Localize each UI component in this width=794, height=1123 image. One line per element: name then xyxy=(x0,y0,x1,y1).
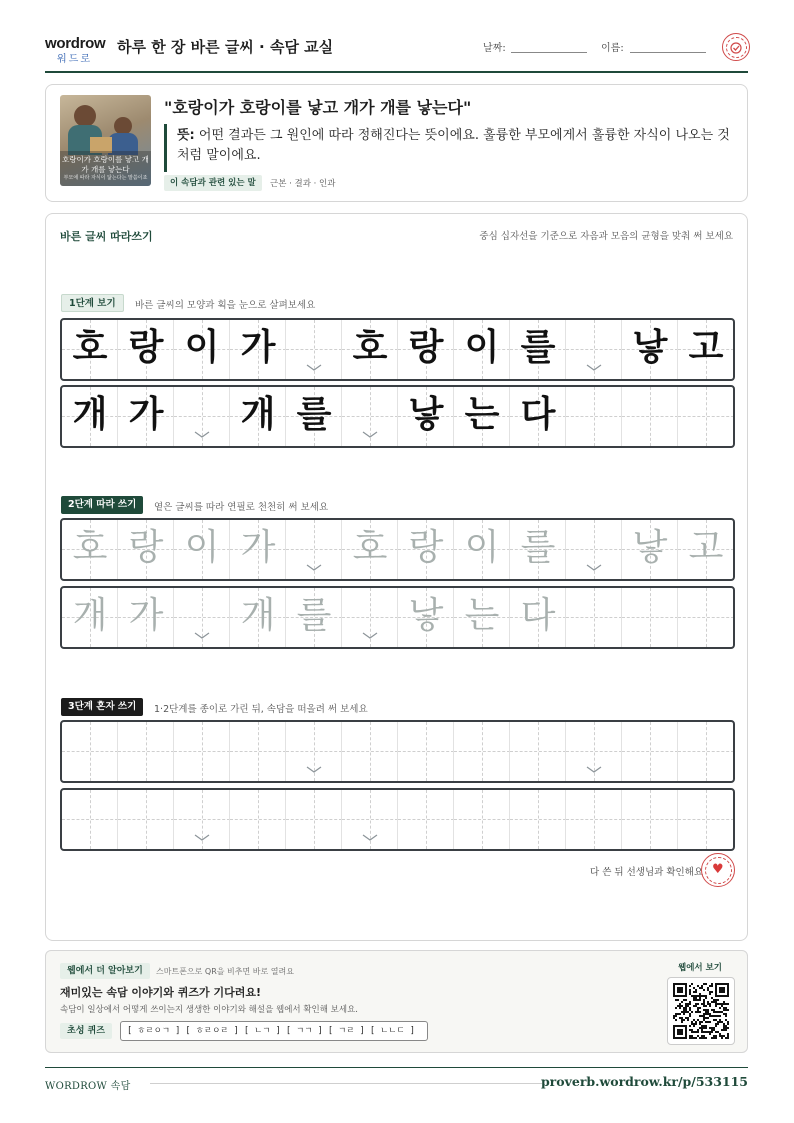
web-qr-hint: 스마트폰으로 QR을 비추면 바로 열려요 xyxy=(156,967,294,976)
grid-cell xyxy=(118,320,174,379)
grid-cell[interactable] xyxy=(230,588,286,647)
grid-character: 랑 xyxy=(128,327,164,368)
footer-rule xyxy=(150,1083,542,1084)
grid-character: 이 xyxy=(184,527,220,568)
grid-cell[interactable] xyxy=(62,722,118,781)
grid-cell[interactable] xyxy=(62,790,118,849)
grid-character: 가 xyxy=(240,527,276,568)
grid-character: 랑 xyxy=(128,527,164,568)
grid-character: 낳 xyxy=(632,527,668,568)
proverb-card xyxy=(45,84,748,202)
grid-cell[interactable] xyxy=(342,520,398,579)
grid-cell[interactable] xyxy=(286,520,342,579)
date-label: 날짜: xyxy=(483,43,506,54)
grid-cell[interactable] xyxy=(174,790,230,849)
grid-character: 는 xyxy=(464,394,500,435)
grid-cell[interactable] xyxy=(510,790,566,849)
practice-title: 바른 글씨 따라쓰기 xyxy=(60,230,153,243)
grid-character: 개 xyxy=(72,394,108,435)
grid-cell xyxy=(622,320,678,379)
grid-cell[interactable] xyxy=(230,722,286,781)
grid-cell[interactable] xyxy=(678,722,734,781)
grid-cell[interactable] xyxy=(622,790,678,849)
space-mark-icon xyxy=(362,834,378,842)
grid-cell xyxy=(566,387,622,446)
related-words: 근본 · 결과 · 인과 xyxy=(270,179,336,189)
grid-cell xyxy=(174,387,230,446)
grid-cell[interactable] xyxy=(62,588,118,647)
grid-cell xyxy=(174,320,230,379)
grid-cell xyxy=(342,387,398,446)
grid-cell[interactable] xyxy=(286,722,342,781)
grid-cell[interactable] xyxy=(510,520,566,579)
grid-cell xyxy=(62,320,118,379)
date-field[interactable] xyxy=(511,52,587,53)
grid-cell xyxy=(230,320,286,379)
grid-cell[interactable] xyxy=(118,790,174,849)
qr-label: 웹에서 보기 xyxy=(678,963,723,973)
grid-cell[interactable] xyxy=(454,722,510,781)
step1-row-1 xyxy=(60,318,735,381)
grid-character: 를 xyxy=(296,595,332,636)
grid-cell[interactable] xyxy=(118,520,174,579)
footer-brand: WORDROW 속담 xyxy=(45,1081,131,1092)
space-mark-icon xyxy=(194,834,210,842)
space-mark-icon xyxy=(362,632,378,640)
space-mark-icon xyxy=(306,564,322,572)
grid-character: 고 xyxy=(688,527,724,568)
heart-stamp-icon: ♥ xyxy=(701,853,735,887)
grid-cell xyxy=(622,387,678,446)
logo-wordmark: wordrow xyxy=(45,35,106,52)
logo-korean: 워드로 xyxy=(57,54,92,65)
grid-character: 호 xyxy=(352,527,388,568)
grid-cell[interactable] xyxy=(286,588,342,647)
grid-cell[interactable] xyxy=(678,790,734,849)
grid-character: 낳 xyxy=(408,394,444,435)
related-label: 이 속담과 관련 있는 말 xyxy=(164,175,262,191)
grid-cell[interactable] xyxy=(566,790,622,849)
initial-quiz-box: [ ㅎㄹㅇㄱ ] [ ㅎㄹㅇㄹ ] [ ㄴㄱ ] [ ㄱㄱ ] [ ㄱㄹ ] [ ㄴㄴㄷ ] xyxy=(120,1021,428,1041)
grid-cell xyxy=(678,320,734,379)
grid-cell[interactable] xyxy=(510,588,566,647)
grid-cell xyxy=(678,387,734,446)
grid-cell[interactable] xyxy=(566,588,622,647)
grid-character: 가 xyxy=(240,327,276,368)
worksheet-header xyxy=(45,30,748,73)
grid-character: 이 xyxy=(464,527,500,568)
grid-cell[interactable] xyxy=(678,520,734,579)
step2-label: 2단계 따라 쓰기 xyxy=(61,496,143,514)
grid-character: 호 xyxy=(352,327,388,368)
grid-cell xyxy=(454,387,510,446)
teacher-check-note: 다 쓴 뒤 선생님과 확인해요 xyxy=(590,867,704,878)
grid-character: 낳 xyxy=(408,595,444,636)
step3-label: 3단계 혼자 쓰기 xyxy=(61,698,143,716)
step2-row-1[interactable] xyxy=(60,518,735,581)
step1-label: 1단계 보기 xyxy=(61,294,124,312)
grid-cell[interactable] xyxy=(174,588,230,647)
grid-character: 를 xyxy=(296,394,332,435)
grid-cell[interactable] xyxy=(566,520,622,579)
name-label: 이름: xyxy=(601,43,624,54)
web-more-card xyxy=(45,950,748,1053)
grid-character: 이 xyxy=(464,327,500,368)
grid-character: 호 xyxy=(72,527,108,568)
grid-character: 다 xyxy=(520,595,556,636)
grid-cell[interactable] xyxy=(342,588,398,647)
grid-cell[interactable] xyxy=(230,790,286,849)
grid-character: 가 xyxy=(128,595,164,636)
grid-character: 낳 xyxy=(632,327,668,368)
grid-cell[interactable] xyxy=(454,588,510,647)
grid-cell xyxy=(510,387,566,446)
grid-cell xyxy=(286,320,342,379)
footer-url[interactable]: proverb.wordrow.kr/p/533115 xyxy=(540,1074,748,1089)
grid-character: 호 xyxy=(72,327,108,368)
grid-character: 랑 xyxy=(408,527,444,568)
grid-cell[interactable] xyxy=(118,722,174,781)
grid-cell[interactable] xyxy=(286,790,342,849)
grid-cell xyxy=(398,387,454,446)
grid-character: 랑 xyxy=(408,327,444,368)
space-mark-icon xyxy=(586,364,602,372)
check-stamp-icon xyxy=(722,33,750,61)
grid-cell[interactable] xyxy=(342,722,398,781)
worksheet-title: 하루 한 장 바른 글씨 · 속담 교실 xyxy=(117,38,334,56)
name-field[interactable] xyxy=(630,52,706,53)
space-mark-icon xyxy=(586,564,602,572)
web-more-label: 웹에서 더 알아보기 xyxy=(60,963,150,979)
illustration-caption: 호랑이가 호랑이를 낳고 개가 개를 낳는다 부모에 따라 자식이 닮는다는 말씀이죠 xyxy=(60,151,151,186)
step2-row-2[interactable] xyxy=(60,586,735,649)
step3-row-1[interactable] xyxy=(60,720,735,783)
grid-character: 개 xyxy=(240,595,276,636)
practice-hint: 중심 십자선을 기준으로 자음과 모음의 균형을 맞춰 써 보세요 xyxy=(479,231,733,242)
web-description: 속담이 일상에서 어떻게 쓰이는지 생생한 이야기와 해설을 웹에서 확인해 보세요. xyxy=(60,1005,358,1015)
grid-cell[interactable] xyxy=(678,588,734,647)
grid-cell[interactable] xyxy=(398,722,454,781)
grid-character: 가 xyxy=(128,394,164,435)
web-headline: 재미있는 속담 이야기와 퀴즈가 기다려요! xyxy=(60,986,261,999)
grid-character: 를 xyxy=(520,527,556,568)
grid-cell xyxy=(454,320,510,379)
grid-cell xyxy=(230,387,286,446)
grid-cell[interactable] xyxy=(510,722,566,781)
grid-cell[interactable] xyxy=(62,520,118,579)
space-mark-icon xyxy=(306,364,322,372)
space-mark-icon xyxy=(194,431,210,439)
grid-cell xyxy=(398,320,454,379)
grid-cell xyxy=(566,320,622,379)
space-mark-icon xyxy=(586,766,602,774)
qr-code[interactable] xyxy=(667,977,735,1045)
grid-cell[interactable] xyxy=(342,790,398,849)
grid-cell xyxy=(342,320,398,379)
proverb-title: "호랑이가 호랑이를 낳고 개가 개를 낳는다" xyxy=(164,98,472,117)
grid-cell[interactable] xyxy=(622,520,678,579)
space-mark-icon xyxy=(362,431,378,439)
initial-quiz-label: 초성 퀴즈 xyxy=(60,1023,112,1039)
grid-cell xyxy=(62,387,118,446)
grid-cell[interactable] xyxy=(230,520,286,579)
grid-cell[interactable] xyxy=(622,722,678,781)
grid-character: 를 xyxy=(520,327,556,368)
proverb-meaning: 뜻: 어떤 결과든 그 원인에 따라 정해진다는 뜻이에요. 훌륭한 부모에게서 훌륭한 자식이 나오는 것처럼 말이에요. xyxy=(177,128,730,163)
grid-cell[interactable] xyxy=(174,520,230,579)
grid-cell[interactable] xyxy=(622,588,678,647)
grid-cell xyxy=(286,387,342,446)
wordrow-logo xyxy=(45,36,107,66)
step3-desc: 1·2단계를 종이로 가린 뒤, 속담을 떠올려 써 보세요 xyxy=(154,704,368,715)
grid-character: 고 xyxy=(688,327,724,368)
step3-row-2[interactable] xyxy=(60,788,735,851)
grid-character: 이 xyxy=(184,327,220,368)
step2-desc: 옅은 글씨를 따라 연필로 천천히 써 보세요 xyxy=(154,502,329,513)
grid-character: 개 xyxy=(240,394,276,435)
grid-cell[interactable] xyxy=(454,790,510,849)
grid-cell xyxy=(510,320,566,379)
grid-character: 다 xyxy=(520,394,556,435)
grid-character: 는 xyxy=(464,595,500,636)
grid-cell[interactable] xyxy=(454,520,510,579)
step1-row-2 xyxy=(60,385,735,448)
meaning-accent-bar xyxy=(164,124,167,172)
grid-cell xyxy=(118,387,174,446)
step1-desc: 바른 글씨의 모양과 획을 눈으로 살펴보세요 xyxy=(135,300,316,311)
grid-cell[interactable] xyxy=(566,722,622,781)
space-mark-icon xyxy=(194,632,210,640)
grid-character: 개 xyxy=(72,595,108,636)
handwriting-practice-section xyxy=(45,213,748,941)
grid-cell[interactable] xyxy=(398,588,454,647)
grid-cell[interactable] xyxy=(174,722,230,781)
grid-cell[interactable] xyxy=(398,790,454,849)
footer-divider xyxy=(45,1067,748,1068)
proverb-illustration xyxy=(60,95,151,186)
grid-cell[interactable] xyxy=(118,588,174,647)
grid-cell[interactable] xyxy=(398,520,454,579)
space-mark-icon xyxy=(306,766,322,774)
